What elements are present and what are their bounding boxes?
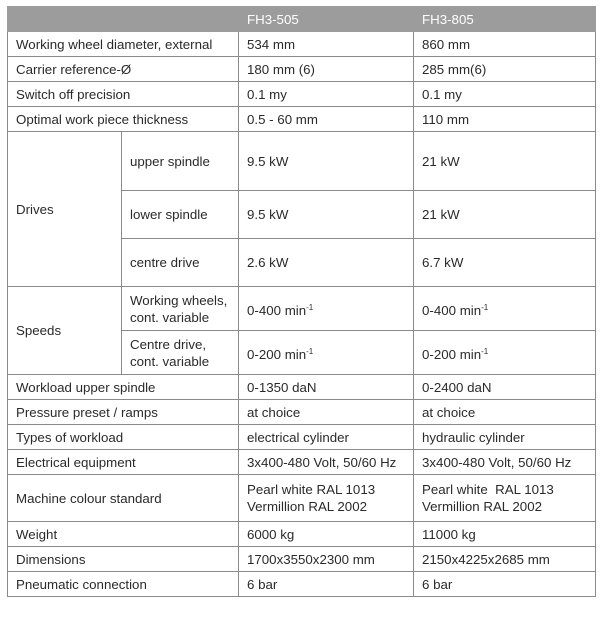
value-805: 860 mm [414,32,596,57]
row-label: Pressure preset / ramps [8,400,239,425]
sub-label: upper spindle [122,132,239,191]
row-label: Switch off precision [8,82,239,107]
value-805: 2150x4225x2685 mm [414,547,596,572]
value-805: hydraulic cylinder [414,425,596,450]
header-blank [8,7,239,32]
table-row [8,82,596,107]
value-line: Vermillion RAL 2002 [422,499,542,514]
value-805: 3x400-480 Volt, 50/60 Hz [414,450,596,475]
value-805: 11000 kg [414,522,596,547]
value-805: 6 bar [414,572,596,597]
value-805 [414,475,596,522]
value-505: 9.5 kW [239,191,414,239]
value-text: 0-200 min [247,346,307,362]
unit-exponent: -1 [481,346,489,356]
sub-label [122,331,239,375]
row-label: Machine colour standard [8,475,239,522]
value-805: 110 mm [414,107,596,132]
value-505: electrical cylinder [239,425,414,450]
value-text: 0-400 min [422,302,482,318]
value-505 [239,287,414,331]
value-505: 1700x3550x2300 mm [239,547,414,572]
value-505: 0.5 - 60 mm [239,107,414,132]
sub-label: lower spindle [122,191,239,239]
row-label: Electrical equipment [8,450,239,475]
value-505: 0.1 my [239,82,414,107]
row-label: Weight [8,522,239,547]
spec-table [7,6,596,597]
sub-label-line: cont. variable [130,310,210,325]
header-fh3-805: FH3-805 [414,7,596,32]
table-row [8,572,596,597]
sub-label [122,287,239,331]
value-505: 3x400-480 Volt, 50/60 Hz [239,450,414,475]
value-line: Pearl white RAL 1013 [422,482,554,497]
value-805: 21 kW [414,191,596,239]
row-label: Dimensions [8,547,239,572]
row-label: Working wheel diameter, external [8,32,239,57]
value-505: 180 mm (6) [239,57,414,82]
table-row [8,425,596,450]
value-805 [414,287,596,331]
value-text: 0-200 min [422,346,482,362]
value-line: Pearl white RAL 1013 [247,482,376,497]
unit-exponent: -1 [306,302,314,312]
row-label: Types of workload [8,425,239,450]
sub-label-line: Working wheels, [130,293,228,308]
value-805: 0-2400 daN [414,375,596,400]
value-505 [239,475,414,522]
table-row [8,450,596,475]
sub-label: centre drive [122,239,239,287]
group-label-drives: Drives [8,132,122,287]
row-label: Pneumatic connection [8,572,239,597]
table-row [8,32,596,57]
row-label: Workload upper spindle [8,375,239,400]
value-805: 285 mm(6) [414,57,596,82]
unit-exponent: -1 [481,302,489,312]
row-label: Carrier reference-Ø [8,57,239,82]
table-row [8,400,596,425]
value-text: 0-400 min [247,302,307,318]
value-505: 6 bar [239,572,414,597]
value-805: 6.7 kW [414,239,596,287]
value-505: 534 mm [239,32,414,57]
table-row [8,547,596,572]
sub-label-line: Centre drive, [130,337,207,352]
table-row [8,107,596,132]
value-505: 2.6 kW [239,239,414,287]
value-805: 21 kW [414,132,596,191]
value-805: 0.1 my [414,82,596,107]
table-row [8,287,596,331]
header-fh3-505: FH3-505 [239,7,414,32]
unit-exponent: -1 [306,346,314,356]
table-row [8,475,596,522]
value-line: Vermillion RAL 2002 [247,499,367,514]
header-row [8,7,596,32]
value-505: at choice [239,400,414,425]
table-row [8,375,596,400]
group-label-speeds: Speeds [8,287,122,375]
row-label: Optimal work piece thickness [8,107,239,132]
value-805 [414,331,596,375]
value-505: 6000 kg [239,522,414,547]
table-row [8,522,596,547]
value-505: 9.5 kW [239,132,414,191]
value-805: at choice [414,400,596,425]
table-row [8,132,596,191]
sub-label-line: cont. variable [130,354,210,369]
value-505: 0-1350 daN [239,375,414,400]
value-505 [239,331,414,375]
table-row [8,57,596,82]
